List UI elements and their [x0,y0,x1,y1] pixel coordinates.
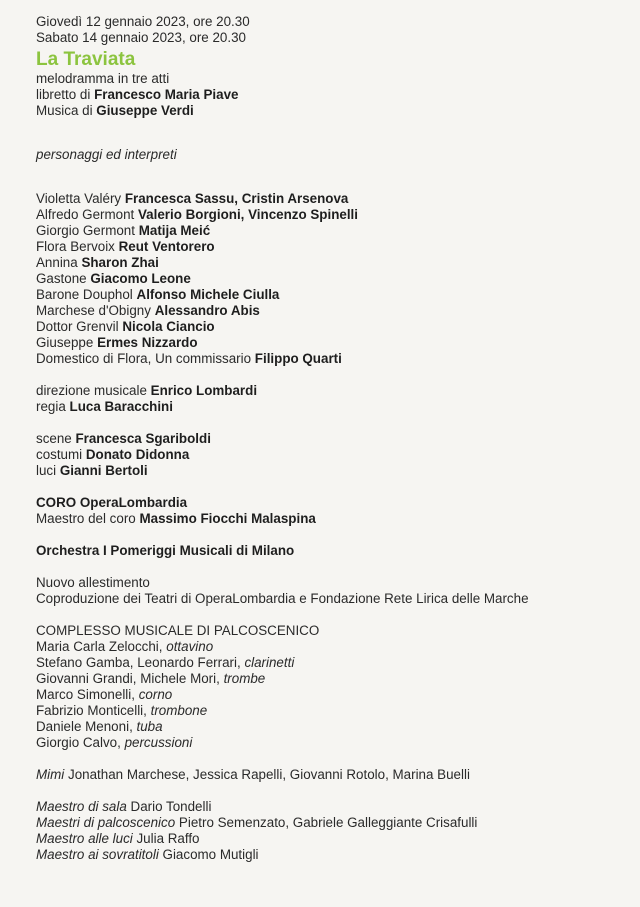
credit-role: scene [36,431,72,446]
credit-name: Donato Didonna [85,447,190,462]
band-member-names: Maria Carla Zelocchi [36,639,159,654]
cast-performers: Ermes Nizzardo [97,335,198,350]
credit-row [36,447,632,463]
music-credit [36,103,632,119]
chorus-credits [36,495,632,527]
cast-role: Giorgio Germont [36,223,135,238]
mimes-names: Jonathan Marchese, Jessica Rapelli, Giovanni Rotolo, Marina Buelli [68,767,470,782]
orchestra-name: Orchestra I Pomeriggi Musicali di Milano [36,543,295,558]
band-member: Stefano Gamba, Leonardo Ferrari, clarinetti [36,655,295,670]
cast-row [36,271,632,287]
band-member-instrument: clarinetti [244,655,295,670]
credit-row [36,431,632,447]
staff-role: Maestro ai sovratitoli [36,847,159,862]
band-member-names: Fabrizio Monticelli [36,703,144,718]
cast-performers: Sharon Zhai [81,255,159,270]
credit-row [36,383,632,399]
credit-name: Francesca Sgariboldi [75,431,211,446]
direction-credits [36,383,632,415]
cast-role: Domestico di Flora, Un commissario [36,351,252,366]
stage-band-heading: COMPLESSO MUSICALE DI PALCOSCENICO [36,623,320,638]
mimes-line [36,767,632,783]
credit-role: costumi [36,447,83,462]
staff-name: Pietro Semenzato, Gabriele Galleggiante Crisafulli [178,815,478,830]
band-member-names: Giovanni Grandi, Michele Mori [36,671,217,686]
staff-row [36,831,632,847]
cast-role: Barone Douphol [36,287,133,302]
cast-list [36,191,632,367]
cast-role: Gastone [36,271,87,286]
staff-row [36,847,632,863]
credit-role: direzione musicale [36,383,147,398]
cast-role: Flora Bervoix [36,239,115,254]
credit-role: regia [36,399,66,414]
production-line: Nuovo allestimento [36,575,150,590]
date-line: Sabato 14 gennaio 2023, ore 20.30 [36,30,246,45]
band-member-instrument: ottavino [166,639,214,654]
cast-row [36,287,632,303]
band-member: Maria Carla Zelocchi, ottavino [36,639,214,654]
cast-row [36,335,632,351]
cast-performers: Matija Meić [138,223,211,238]
cast-role: Annina [36,255,78,270]
cast-heading: personaggi ed interpreti [36,147,177,162]
cast-role: Dottor Grenvil [36,319,119,334]
libretto-label: libretto di [36,87,95,102]
credit-name: Luca Baracchini [69,399,173,414]
cast-performers: Giacomo Leone [90,271,191,286]
date-line: Giovedì 12 gennaio 2023, ore 20.30 [36,14,250,29]
staff-name: Giacomo Mutigli [162,847,259,862]
cast-row [36,351,632,367]
chorus-master-label: Maestro del coro [36,511,136,526]
design-credits [36,431,632,479]
band-member: Fabrizio Monticelli, trombone [36,703,208,718]
credit-row [36,399,632,415]
staff-row [36,815,632,831]
credit-name: Gianni Bertoli [59,463,148,478]
band-member-instrument: corno [138,687,173,702]
performance-dates [36,14,632,46]
production-line: Coproduzione dei Teatri di OperaLombardia e Fondazione Rete Lirica delle Marche [36,591,529,606]
chorus-master [36,511,632,527]
cast-performers: Valerio Borgioni, Vincenzo Spinelli [137,207,358,222]
cast-performers: Alessandro Abis [154,303,260,318]
band-member: Daniele Menoni, tuba [36,719,163,734]
staff-role: Maestro di sala [36,799,127,814]
librettist-name: Francesco Maria Piave [94,87,239,102]
staff-name: Julia Raffo [136,831,200,846]
band-member-instrument: tuba [136,719,163,734]
opera-title: La Traviata [36,49,136,70]
cast-role: Giuseppe [36,335,94,350]
cast-row [36,223,632,239]
cast-performers: Nicola Ciancio [122,319,215,334]
libretto-credit [36,87,632,103]
cast-performers: Filippo Quarti [254,351,342,366]
staff-name: Dario Tondelli [130,799,212,814]
composer-name: Giuseppe Verdi [96,103,194,118]
band-member-names: Stefano Gamba, Leonardo Ferrari [36,655,237,670]
cast-row [36,191,632,207]
cast-role: Marchese d'Obigny [36,303,151,318]
staff-role: Maestro alle luci [36,831,133,846]
band-member-names: Marco Simonelli [36,687,132,702]
cast-performers: Reut Ventorero [118,239,215,254]
credit-role: luci [36,463,57,478]
chorus-name: CORO OperaLombardia [36,495,188,510]
staff-row [36,799,632,815]
cast-role: Violetta Valéry [36,191,122,206]
staff-credits [36,799,632,863]
band-member: Marco Simonelli, corno [36,687,173,702]
cast-row [36,239,632,255]
cast-row [36,303,632,319]
cast-row [36,319,632,335]
band-member-names: Daniele Menoni [36,719,130,734]
program-page [36,14,632,863]
band-member-instrument: trombone [150,703,208,718]
cast-row [36,207,632,223]
mimes-label: Mimi [36,767,65,782]
band-member-instrument: trombe [223,671,266,686]
cast-performers: Francesca Sassu, Cristin Arsenova [124,191,349,206]
band-member-instrument: percussioni [124,735,193,750]
cast-performers: Alfonso Michele Ciulla [136,287,280,302]
credit-name: Enrico Lombardi [150,383,258,398]
cast-role: Alfredo Germont [36,207,135,222]
credit-row [36,463,632,479]
chorus-master-name: Massimo Fiocchi Malaspina [139,511,316,526]
cast-row [36,255,632,271]
opera-subtitle: melodramma in tre atti [36,71,170,86]
band-member: Giovanni Grandi, Michele Mori, trombe [36,671,266,686]
staff-role: Maestri di palcoscenico [36,815,176,830]
band-member: Giorgio Calvo, percussioni [36,735,193,750]
stage-band [36,623,632,751]
production-info [36,575,632,607]
band-member-names: Giorgio Calvo [36,735,118,750]
music-label: Musica di [36,103,97,118]
